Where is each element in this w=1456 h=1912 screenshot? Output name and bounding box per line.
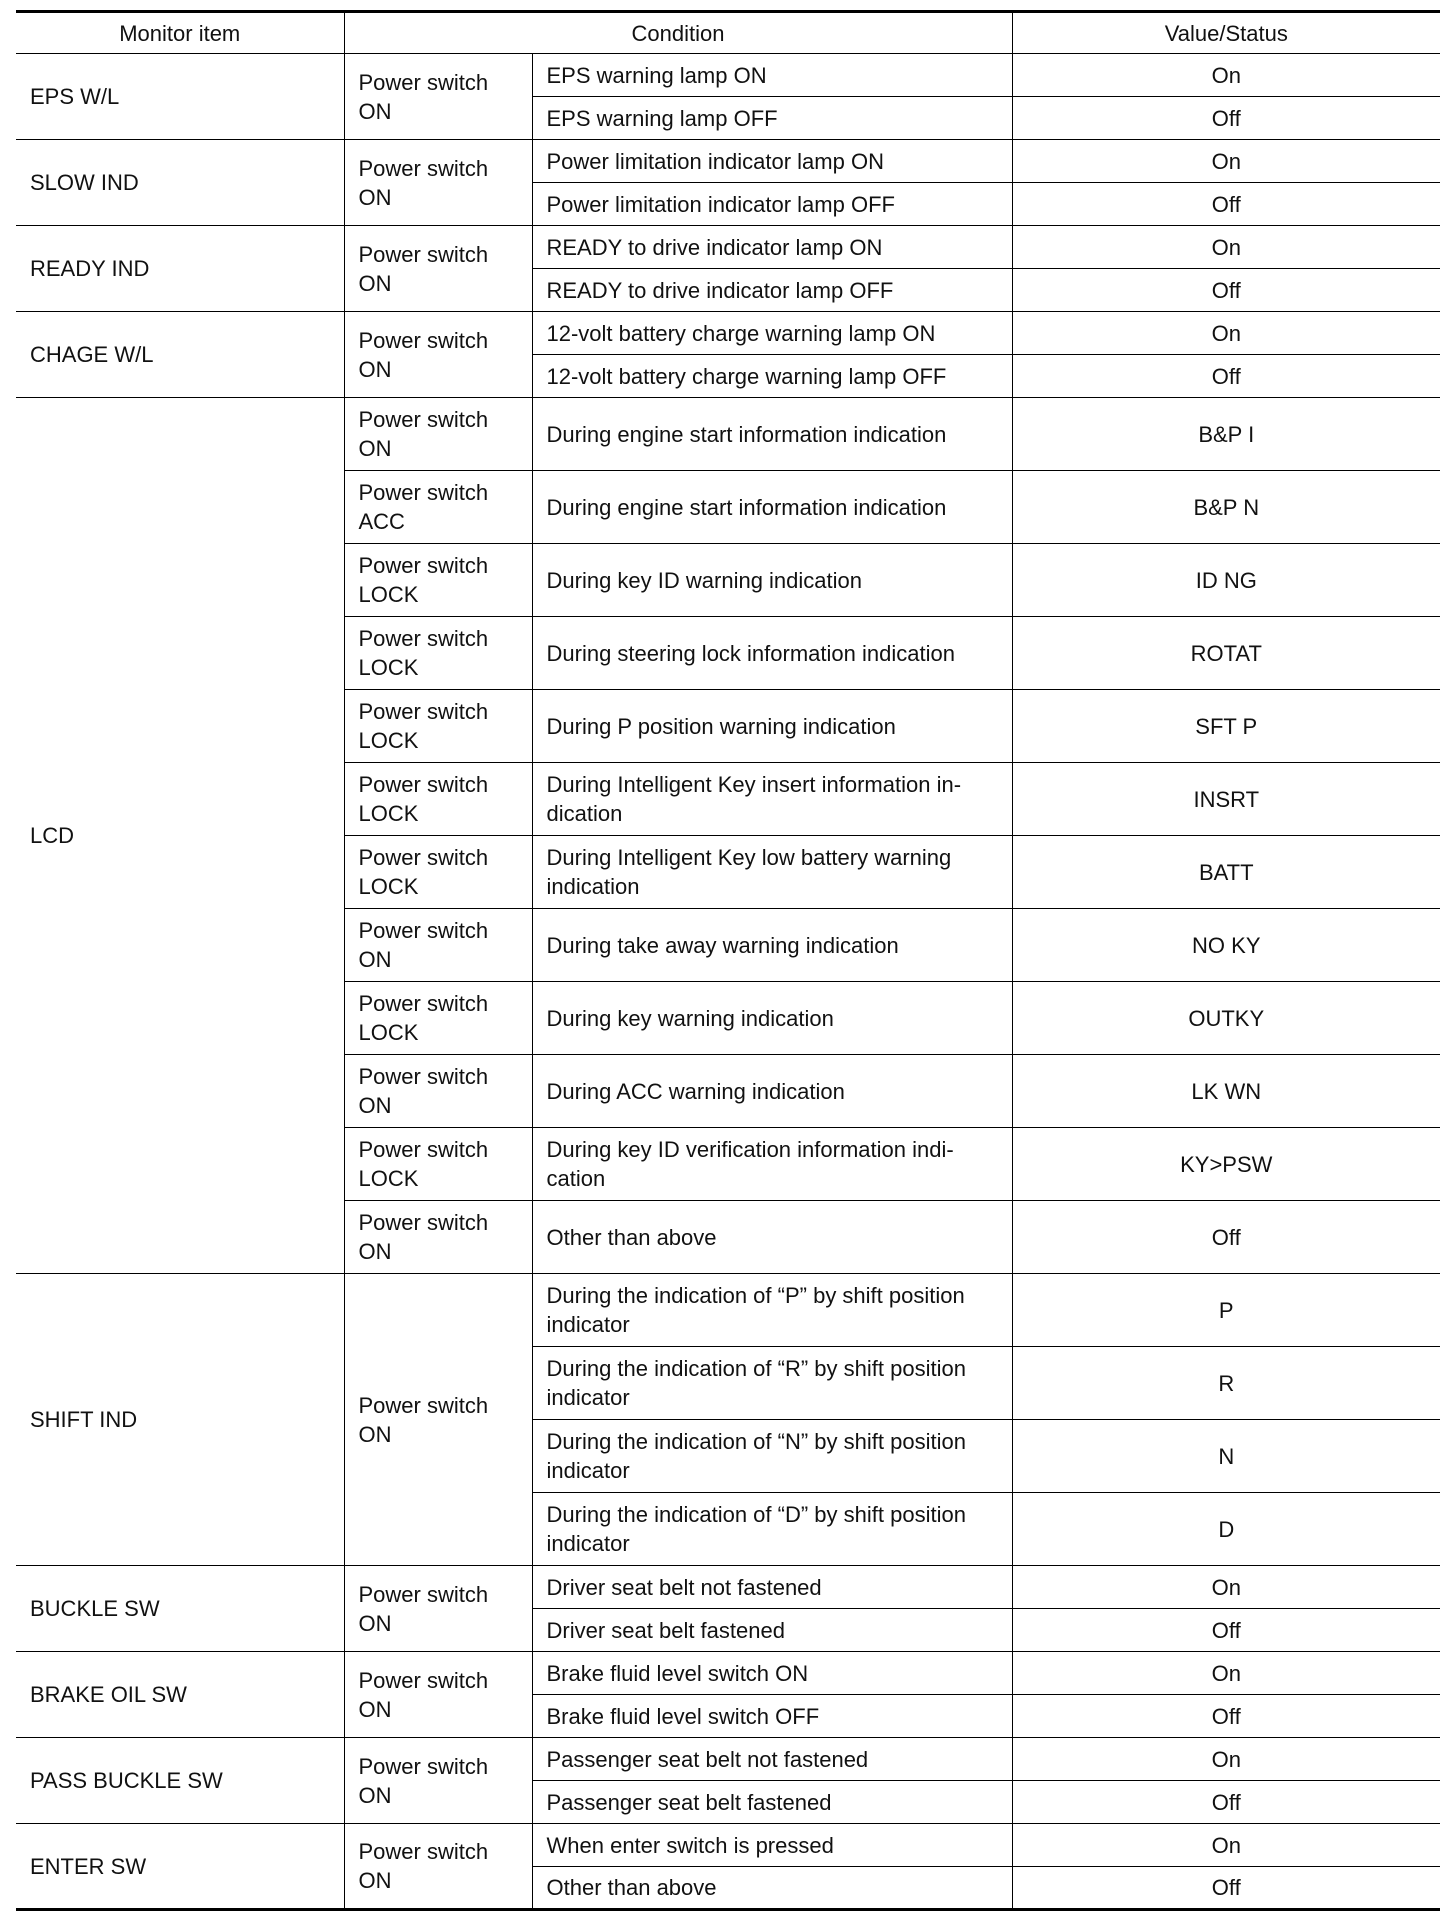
- table-row: [16, 398, 1440, 471]
- table-row: [16, 312, 1440, 355]
- condition-cell: Other than above: [532, 1867, 1012, 1910]
- condition-cell: During engine start information indication: [532, 398, 1012, 471]
- power-switch-cell: Power switch LOCK: [344, 763, 532, 836]
- value-status-cell: On: [1012, 140, 1440, 183]
- monitor-item-cell: ENTER SW: [16, 1824, 344, 1910]
- condition-cell: Brake fluid level switch ON: [532, 1652, 1012, 1695]
- power-switch-cell: Power switch ON: [344, 1824, 532, 1910]
- value-status-cell: B&P I: [1012, 398, 1440, 471]
- value-status-cell: Off: [1012, 1781, 1440, 1824]
- power-switch-cell: Power switch ON: [344, 1055, 532, 1128]
- table-row: [16, 1652, 1440, 1695]
- power-switch-cell: Power switch ON: [344, 140, 532, 226]
- value-status-cell: On: [1012, 1652, 1440, 1695]
- value-status-cell: Off: [1012, 183, 1440, 226]
- condition-cell: READY to drive indicator lamp ON: [532, 226, 1012, 269]
- power-switch-cell: Power switch ON: [344, 54, 532, 140]
- table-row: [16, 1274, 1440, 1347]
- value-status-cell: OUTKY: [1012, 982, 1440, 1055]
- monitor-item-cell: SLOW IND: [16, 140, 344, 226]
- table-row: [16, 1738, 1440, 1781]
- condition-cell: During Intelligent Key low battery warning indication: [532, 836, 1012, 909]
- condition-cell: Brake fluid level switch OFF: [532, 1695, 1012, 1738]
- table-row: [16, 1566, 1440, 1609]
- monitor-item-cell: READY IND: [16, 226, 344, 312]
- power-switch-cell: Power switch ON: [344, 1274, 532, 1566]
- value-status-cell: On: [1012, 54, 1440, 97]
- power-switch-cell: Power switch ON: [344, 909, 532, 982]
- value-status-cell: Off: [1012, 1201, 1440, 1274]
- power-switch-cell: Power switch ON: [344, 1738, 532, 1824]
- power-switch-cell: Power switch ON: [344, 1201, 532, 1274]
- power-switch-cell: Power switch LOCK: [344, 690, 532, 763]
- power-switch-cell: Power switch LOCK: [344, 617, 532, 690]
- header-value-status: Value/Status: [1012, 12, 1440, 54]
- value-status-cell: Off: [1012, 355, 1440, 398]
- power-switch-cell: Power switch ON: [344, 226, 532, 312]
- monitor-item-table: [16, 10, 1440, 1911]
- monitor-item-cell: EPS W/L: [16, 54, 344, 140]
- condition-cell: During key ID verification information indi-cation: [532, 1128, 1012, 1201]
- power-switch-cell: Power switch ON: [344, 312, 532, 398]
- value-status-cell: ROTAT: [1012, 617, 1440, 690]
- table-row: [16, 226, 1440, 269]
- monitor-item-cell: BUCKLE SW: [16, 1566, 344, 1652]
- value-status-cell: D: [1012, 1493, 1440, 1566]
- condition-cell: During the indication of “R” by shift position indicator: [532, 1347, 1012, 1420]
- condition-cell: During key ID warning indication: [532, 544, 1012, 617]
- condition-cell: Passenger seat belt fastened: [532, 1781, 1012, 1824]
- monitor-item-cell: SHIFT IND: [16, 1274, 344, 1566]
- power-switch-cell: Power switch ACC: [344, 471, 532, 544]
- value-status-cell: LK WN: [1012, 1055, 1440, 1128]
- condition-cell: EPS warning lamp ON: [532, 54, 1012, 97]
- value-status-cell: R: [1012, 1347, 1440, 1420]
- value-status-cell: P: [1012, 1274, 1440, 1347]
- value-status-cell: N: [1012, 1420, 1440, 1493]
- value-status-cell: On: [1012, 1566, 1440, 1609]
- value-status-cell: Off: [1012, 1609, 1440, 1652]
- condition-cell: EPS warning lamp OFF: [532, 97, 1012, 140]
- condition-cell: When enter switch is pressed: [532, 1824, 1012, 1867]
- value-status-cell: SFT P: [1012, 690, 1440, 763]
- value-status-cell: On: [1012, 226, 1440, 269]
- condition-cell: 12-volt battery charge warning lamp ON: [532, 312, 1012, 355]
- value-status-cell: On: [1012, 1824, 1440, 1867]
- table-row: [16, 1824, 1440, 1867]
- condition-cell: Power limitation indicator lamp OFF: [532, 183, 1012, 226]
- monitor-item-cell: BRAKE OIL SW: [16, 1652, 344, 1738]
- condition-cell: During the indication of “N” by shift position indicator: [532, 1420, 1012, 1493]
- condition-cell: READY to drive indicator lamp OFF: [532, 269, 1012, 312]
- condition-cell: Driver seat belt not fastened: [532, 1566, 1012, 1609]
- value-status-cell: Off: [1012, 269, 1440, 312]
- power-switch-cell: Power switch LOCK: [344, 544, 532, 617]
- power-switch-cell: Power switch LOCK: [344, 1128, 532, 1201]
- condition-cell: During the indication of “P” by shift position indicator: [532, 1274, 1012, 1347]
- condition-cell: During ACC warning indication: [532, 1055, 1012, 1128]
- condition-cell: Power limitation indicator lamp ON: [532, 140, 1012, 183]
- table-row: [16, 140, 1440, 183]
- monitor-item-cell: PASS BUCKLE SW: [16, 1738, 344, 1824]
- condition-cell: 12-volt battery charge warning lamp OFF: [532, 355, 1012, 398]
- monitor-item-cell: CHAGE W/L: [16, 312, 344, 398]
- condition-cell: During Intelligent Key insert information in-dication: [532, 763, 1012, 836]
- monitor-item-cell: LCD: [16, 398, 344, 1274]
- header-condition: Condition: [344, 12, 1012, 54]
- condition-cell: During steering lock information indication: [532, 617, 1012, 690]
- value-status-cell: Off: [1012, 97, 1440, 140]
- condition-cell: During engine start information indication: [532, 471, 1012, 544]
- value-status-cell: On: [1012, 1738, 1440, 1781]
- value-status-cell: ID NG: [1012, 544, 1440, 617]
- value-status-cell: KY>PSW: [1012, 1128, 1440, 1201]
- condition-cell: Driver seat belt fastened: [532, 1609, 1012, 1652]
- condition-cell: During key warning indication: [532, 982, 1012, 1055]
- condition-cell: During take away warning indication: [532, 909, 1012, 982]
- power-switch-cell: Power switch ON: [344, 398, 532, 471]
- value-status-cell: INSRT: [1012, 763, 1440, 836]
- table-body: [16, 54, 1440, 1910]
- power-switch-cell: Power switch ON: [344, 1652, 532, 1738]
- header-monitor-item: Monitor item: [16, 12, 344, 54]
- value-status-cell: B&P N: [1012, 471, 1440, 544]
- condition-cell: During P position warning indication: [532, 690, 1012, 763]
- table-header-row: [16, 12, 1440, 54]
- table-row: [16, 54, 1440, 97]
- value-status-cell: On: [1012, 312, 1440, 355]
- condition-cell: Other than above: [532, 1201, 1012, 1274]
- power-switch-cell: Power switch LOCK: [344, 982, 532, 1055]
- value-status-cell: Off: [1012, 1867, 1440, 1910]
- condition-cell: During the indication of “D” by shift position indicator: [532, 1493, 1012, 1566]
- power-switch-cell: Power switch ON: [344, 1566, 532, 1652]
- value-status-cell: Off: [1012, 1695, 1440, 1738]
- power-switch-cell: Power switch LOCK: [344, 836, 532, 909]
- value-status-cell: BATT: [1012, 836, 1440, 909]
- value-status-cell: NO KY: [1012, 909, 1440, 982]
- condition-cell: Passenger seat belt not fastened: [532, 1738, 1012, 1781]
